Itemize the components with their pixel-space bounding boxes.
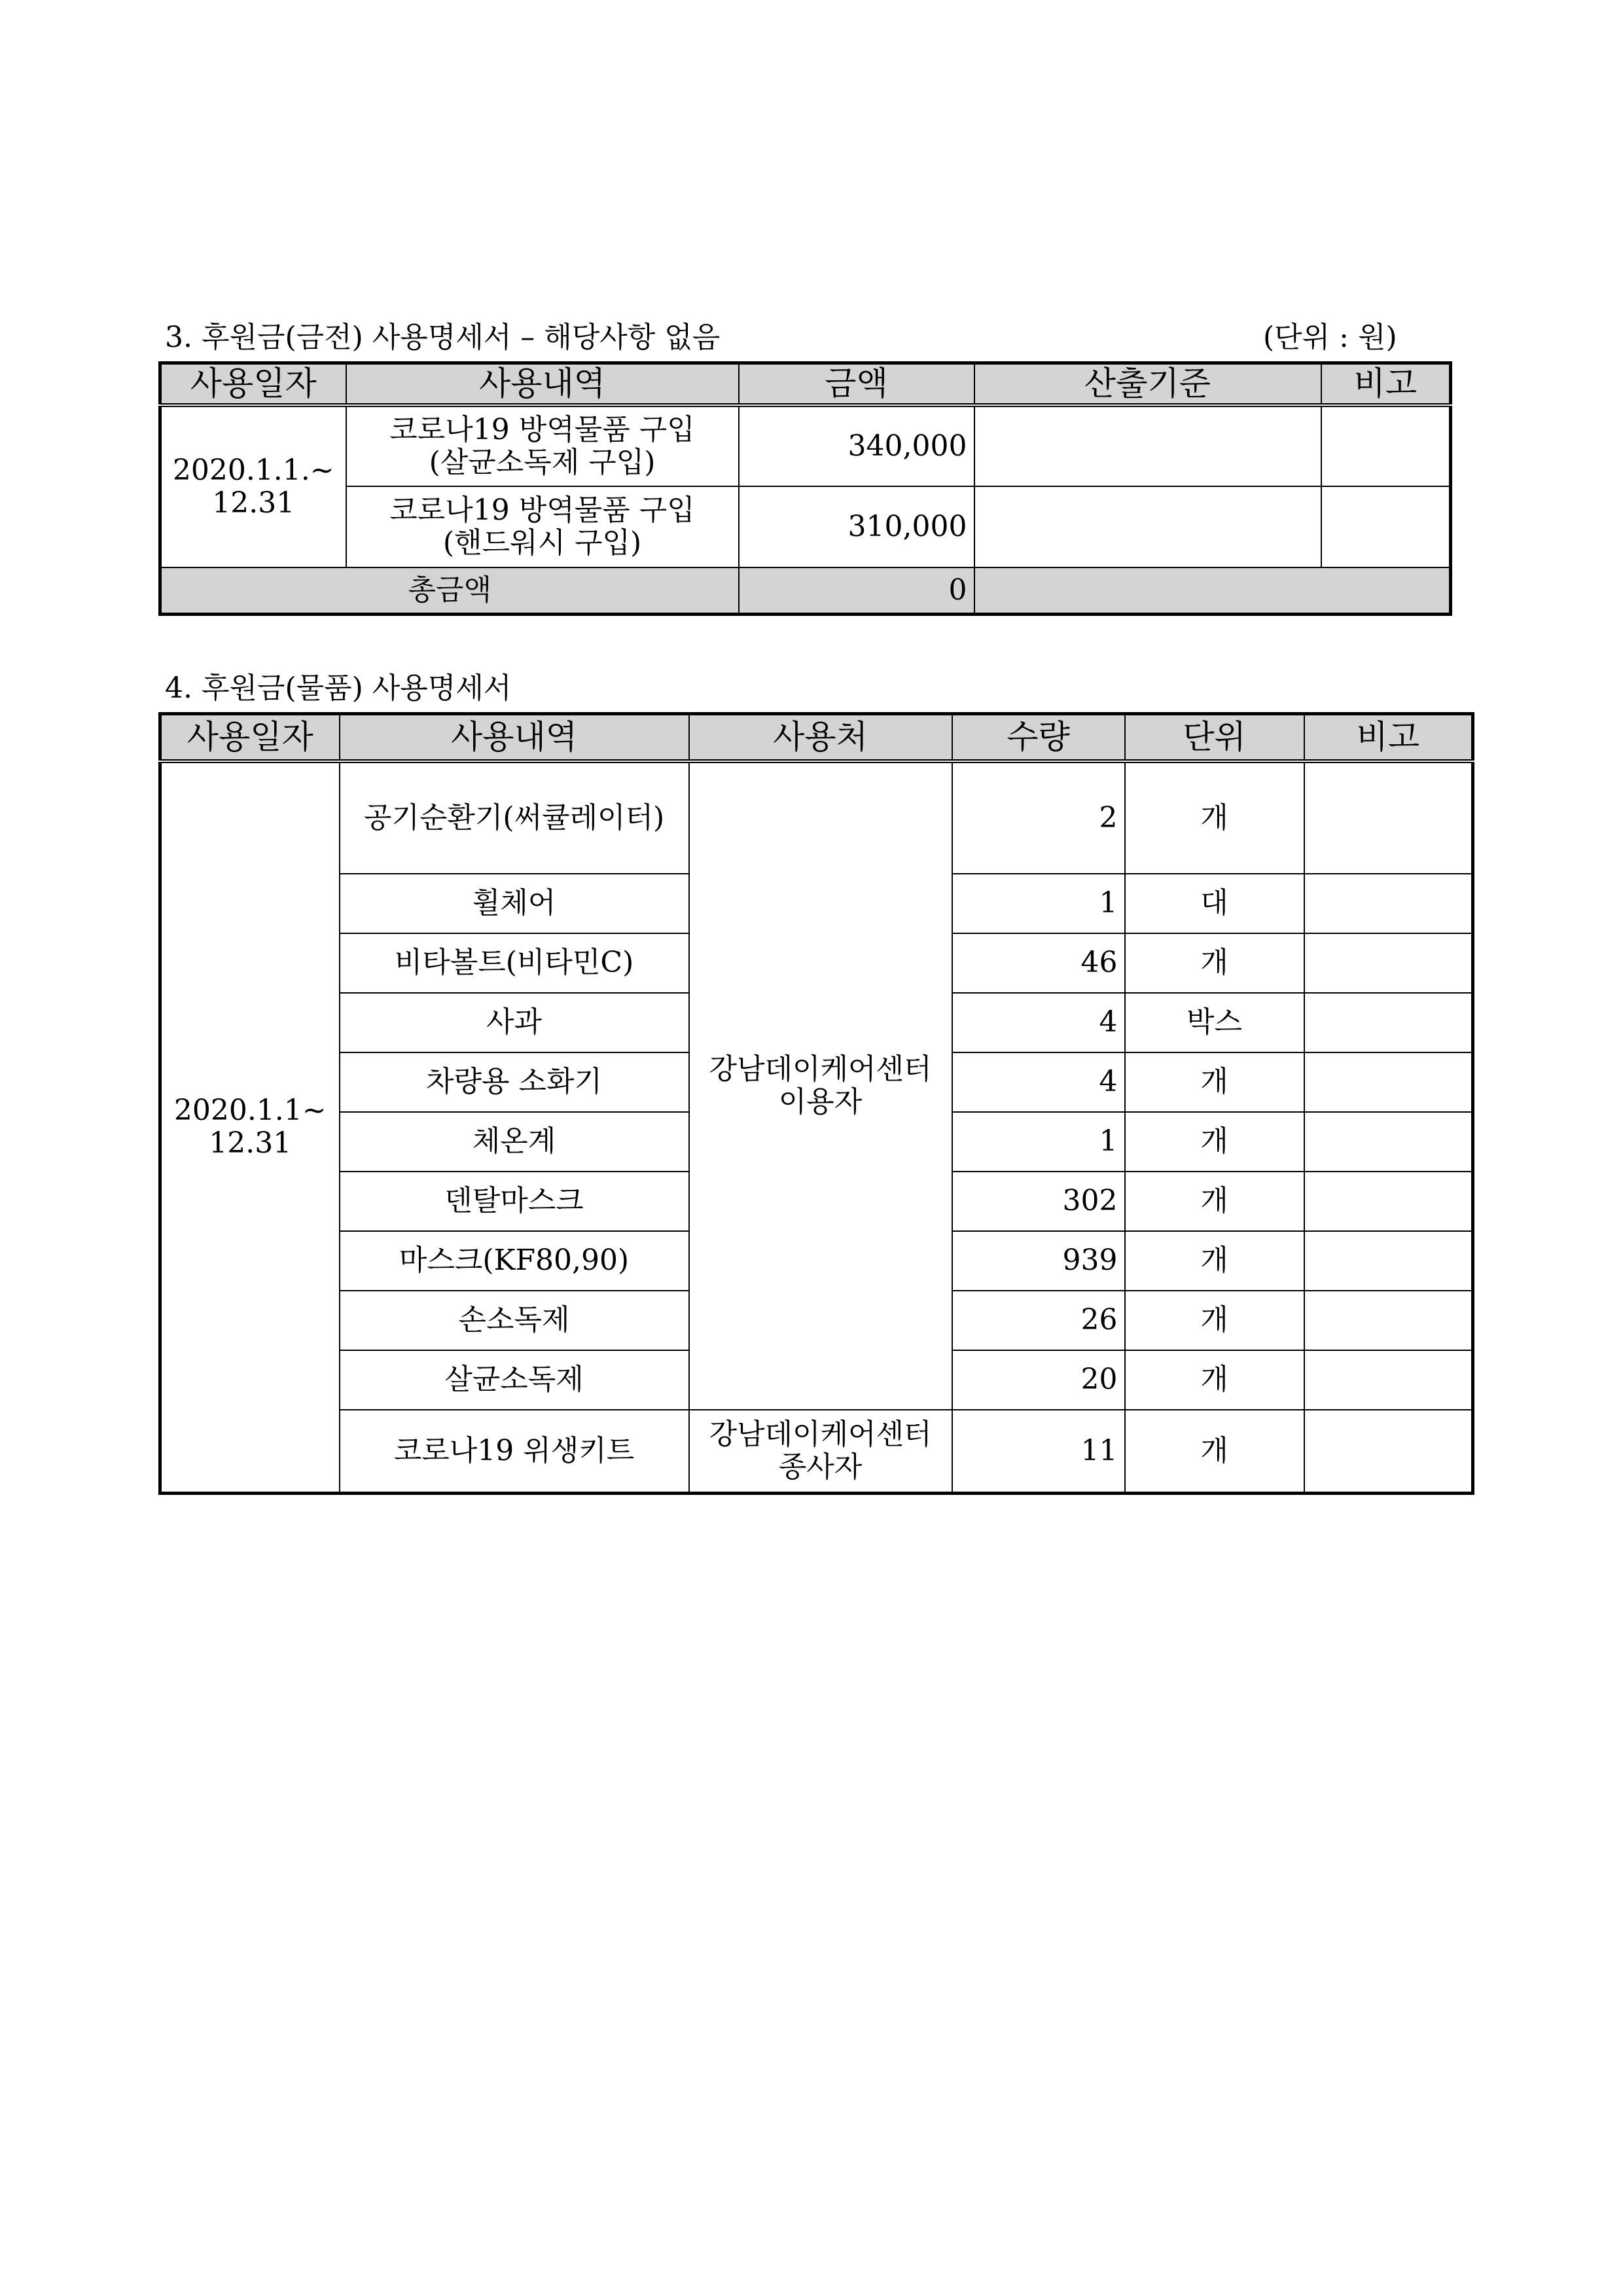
description-cell: 비타볼트(비타민C) bbox=[340, 933, 689, 993]
description-cell: 차량용 소화기 bbox=[340, 1052, 689, 1112]
quantity-cell: 939 bbox=[952, 1231, 1125, 1291]
unit-cell: 개 bbox=[1125, 1350, 1304, 1410]
unit-cell: 개 bbox=[1125, 1291, 1304, 1350]
note-cell bbox=[1304, 993, 1473, 1052]
table-row bbox=[160, 761, 1473, 874]
header-date: 사용일자 bbox=[160, 363, 346, 405]
header-quantity: 수량 bbox=[952, 714, 1125, 761]
note-cell bbox=[1304, 1291, 1473, 1350]
quantity-cell: 1 bbox=[952, 874, 1125, 933]
unit-cell: 개 bbox=[1125, 1052, 1304, 1112]
quantity-cell: 46 bbox=[952, 933, 1125, 993]
quantity-cell: 2 bbox=[952, 761, 1125, 874]
description-cell: 덴탈마스크 bbox=[340, 1172, 689, 1231]
note-cell bbox=[1304, 761, 1473, 874]
quantity-cell: 20 bbox=[952, 1350, 1125, 1410]
note-cell bbox=[1304, 1172, 1473, 1231]
table-row bbox=[160, 1410, 1473, 1494]
date-cell: 2020.1.1~ 12.31 bbox=[160, 761, 340, 1494]
note-cell bbox=[1304, 874, 1473, 933]
note-cell bbox=[1304, 1350, 1473, 1410]
amount-cell: 310,000 bbox=[739, 486, 974, 567]
quantity-cell: 11 bbox=[952, 1410, 1125, 1494]
unit-cell: 개 bbox=[1125, 933, 1304, 993]
note-cell bbox=[1304, 1231, 1473, 1291]
note-cell bbox=[1321, 486, 1451, 567]
header-date: 사용일자 bbox=[160, 714, 340, 761]
header-basis: 산출기준 bbox=[974, 363, 1321, 405]
date-cell: 2020.1.1.~ 12.31 bbox=[160, 405, 346, 567]
table-row bbox=[160, 405, 1451, 486]
note-cell bbox=[1304, 1410, 1473, 1494]
header-unit: 단위 bbox=[1125, 714, 1304, 761]
goods-usage-table bbox=[158, 712, 1474, 1495]
description-cell: 사과 bbox=[340, 993, 689, 1052]
basis-cell bbox=[974, 405, 1321, 486]
place-cell: 강남데이케어센터 이용자 bbox=[689, 761, 952, 1410]
header-note: 비고 bbox=[1321, 363, 1451, 405]
place-cell: 강남데이케어센터 종사자 bbox=[689, 1410, 952, 1494]
total-empty bbox=[974, 567, 1451, 615]
description-cell: 코로나19 위생키트 bbox=[340, 1410, 689, 1494]
header-amount: 금액 bbox=[739, 363, 974, 405]
total-label: 총금액 bbox=[160, 567, 739, 615]
amount-cell: 340,000 bbox=[739, 405, 974, 486]
description-cell: 마스크(KF80,90) bbox=[340, 1231, 689, 1291]
total-value: 0 bbox=[739, 567, 974, 615]
section3-unit-note: (단위 : 원) bbox=[1263, 321, 1397, 354]
note-cell bbox=[1304, 1052, 1473, 1112]
unit-cell: 개 bbox=[1125, 1231, 1304, 1291]
note-cell bbox=[1321, 405, 1451, 486]
note-cell bbox=[1304, 933, 1473, 993]
quantity-cell: 1 bbox=[952, 1112, 1125, 1172]
cash-usage-table bbox=[158, 361, 1452, 616]
section3-title: 3. 후원금(금전) 사용명세서 – 해당사항 없음 bbox=[165, 321, 721, 354]
quantity-cell: 4 bbox=[952, 993, 1125, 1052]
unit-cell: 개 bbox=[1125, 761, 1304, 874]
header-place: 사용처 bbox=[689, 714, 952, 761]
quantity-cell: 4 bbox=[952, 1052, 1125, 1112]
unit-cell: 개 bbox=[1125, 1172, 1304, 1231]
description-cell: 살균소독제 bbox=[340, 1350, 689, 1410]
basis-cell bbox=[974, 486, 1321, 567]
total-row bbox=[160, 567, 1451, 615]
description-cell: 코로나19 방역물품 구입 (살균소독제 구입) bbox=[346, 405, 739, 486]
table-row bbox=[160, 486, 1451, 567]
unit-cell: 개 bbox=[1125, 1410, 1304, 1494]
unit-cell: 개 bbox=[1125, 1112, 1304, 1172]
unit-cell: 박스 bbox=[1125, 993, 1304, 1052]
quantity-cell: 26 bbox=[952, 1291, 1125, 1350]
description-cell: 체온계 bbox=[340, 1112, 689, 1172]
description-cell: 휠체어 bbox=[340, 874, 689, 933]
quantity-cell: 302 bbox=[952, 1172, 1125, 1231]
description-cell: 공기순환기(써큘레이터) bbox=[340, 761, 689, 874]
description-cell: 손소독제 bbox=[340, 1291, 689, 1350]
description-cell: 코로나19 방역물품 구입 (핸드워시 구입) bbox=[346, 486, 739, 567]
section4-title: 4. 후원금(물품) 사용명세서 bbox=[165, 672, 512, 705]
note-cell bbox=[1304, 1112, 1473, 1172]
unit-cell: 대 bbox=[1125, 874, 1304, 933]
header-note: 비고 bbox=[1304, 714, 1473, 761]
header-description: 사용내역 bbox=[346, 363, 739, 405]
header-description: 사용내역 bbox=[340, 714, 689, 761]
